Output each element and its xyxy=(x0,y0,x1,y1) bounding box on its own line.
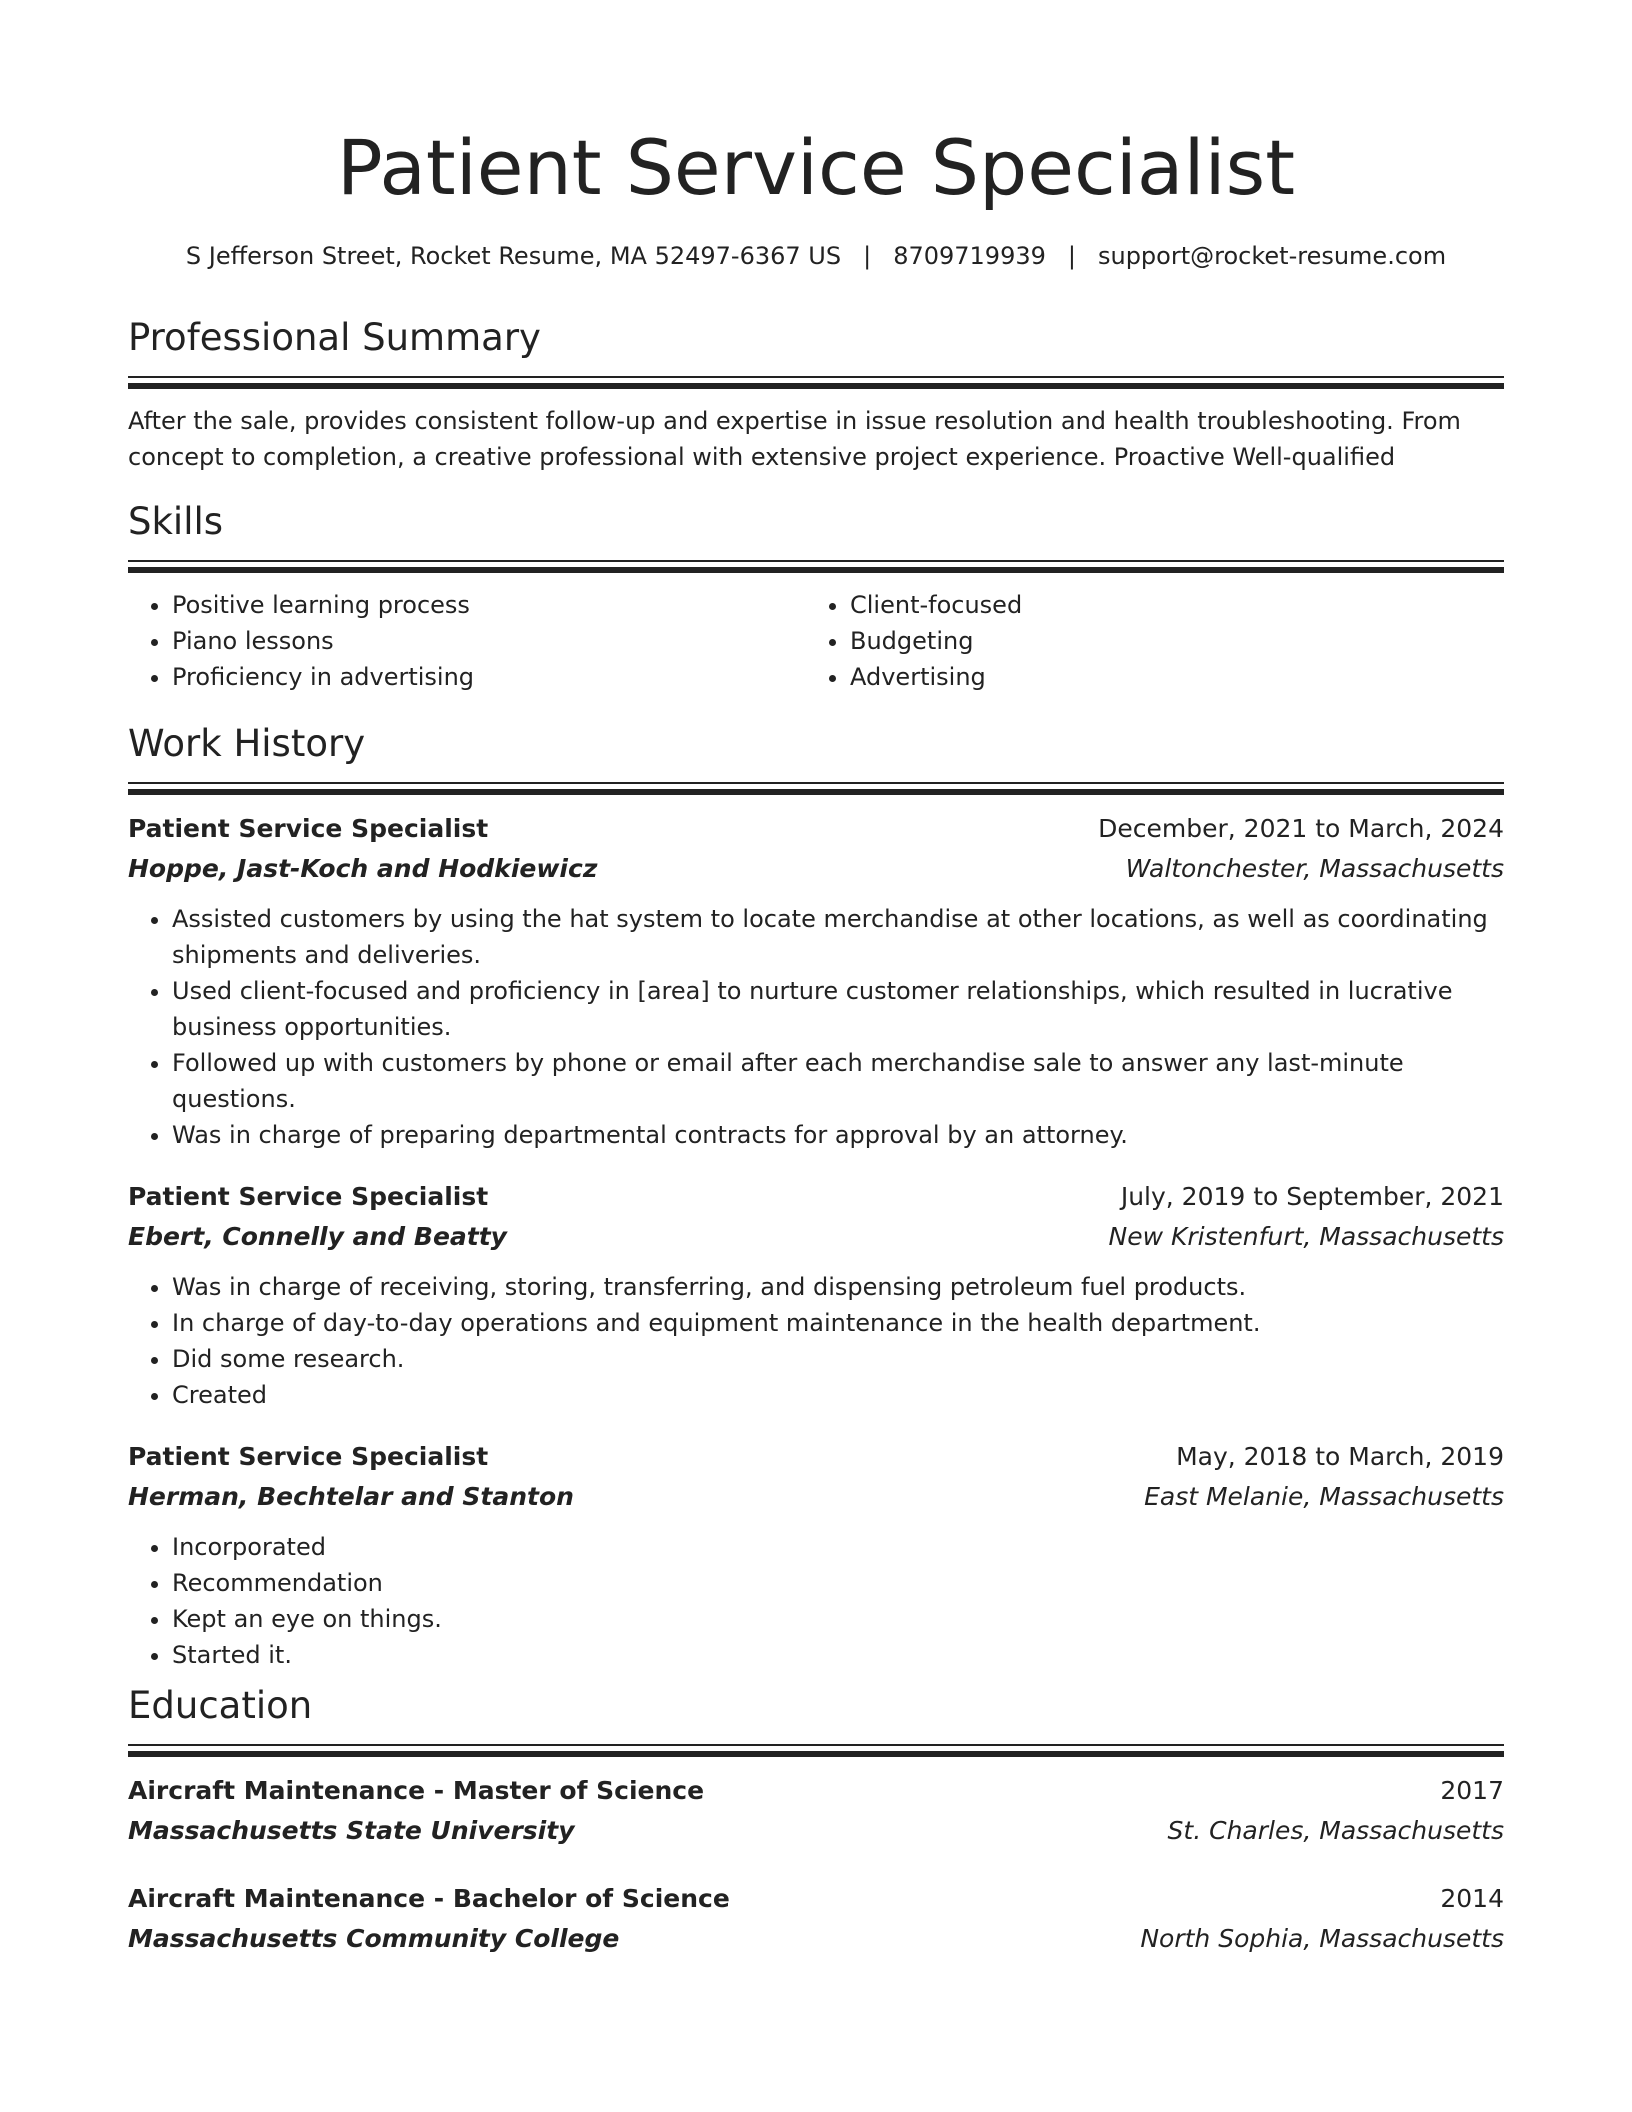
section-divider xyxy=(128,560,1504,562)
job-bullet: • Was in charge of receiving, storing, transferring, and dispensing petroleum fuel products. xyxy=(172,1269,1504,1305)
job-title: Patient Service Specialist xyxy=(128,1442,489,1471)
skill-item: • Proficiency in advertising xyxy=(172,659,806,695)
skill-item: • Piano lessons xyxy=(172,623,806,659)
skills-section xyxy=(128,500,1504,695)
skills-list-left xyxy=(128,587,806,695)
job-bullet: • Did some research. xyxy=(172,1341,1504,1377)
job-bullet: • Followed up with customers by phone or email after each merchandise sale to answer any last-minute questions. xyxy=(172,1045,1504,1117)
education-school: Massachusetts Community College xyxy=(128,1924,620,1953)
job-dates: July, 2019 to September, 2021 xyxy=(1120,1182,1504,1211)
section-heading-education: Education xyxy=(128,1684,313,1727)
job-bullet: • Was in charge of preparing departmental contracts for approval by an attorney. xyxy=(172,1117,1504,1153)
education-location: North Sophia, Massachusetts xyxy=(1140,1924,1504,1953)
job-location: New Kristenfurt, Massachusetts xyxy=(1108,1222,1504,1251)
job-bullet: • Created xyxy=(172,1377,1504,1413)
job-bullet: • Assisted customers by using the hat system to locate merchandise at other locations, as well as coordinating shipments and deliveries. xyxy=(172,901,1504,973)
job-company: Ebert, Connelly and Beatty xyxy=(128,1222,507,1251)
contact-separator: | xyxy=(1067,242,1076,270)
contact-address: S Jefferson Street, Rocket Resume, MA 52497-6367 US xyxy=(185,242,842,270)
summary-text: After the sale, provides consistent follow-up and expertise in issue resolution and health troubleshooting. From concept to completion, a creative professional with extensive project experience. Proactive Well-qualified xyxy=(128,407,1461,471)
skill-item: • Client-focused xyxy=(850,587,1484,623)
job-entry xyxy=(128,1177,1504,1413)
education-year: 2017 xyxy=(1440,1776,1504,1805)
job-bullets xyxy=(128,901,1504,1153)
job-title: Patient Service Specialist xyxy=(128,1182,489,1211)
job-dates: May, 2018 to March, 2019 xyxy=(1176,1442,1504,1471)
section-divider xyxy=(128,376,1504,378)
section-divider-thick xyxy=(128,789,1504,795)
job-company: Hoppe, Jast-Koch and Hodkiewicz xyxy=(128,854,598,883)
job-bullet: • In charge of day-to-day operations and equipment maintenance in the health department. xyxy=(172,1305,1504,1341)
job-bullet: • Kept an eye on things. xyxy=(172,1601,1504,1637)
job-bullet: • Used client-focused and proficiency in [area] to nurture customer relationships, which resulted in lucrative business opportunities. xyxy=(172,973,1504,1045)
job-title: Patient Service Specialist xyxy=(128,814,489,843)
job-company: Herman, Bechtelar and Stanton xyxy=(128,1482,574,1511)
contact-email: support@rocket-resume.com xyxy=(1097,242,1447,270)
section-divider-thick xyxy=(128,567,1504,573)
contact-phone: 8709719939 xyxy=(893,242,1046,270)
skill-item: • Positive learning process xyxy=(172,587,806,623)
section-heading-skills: Skills xyxy=(128,500,224,543)
education-section xyxy=(128,1684,1504,1959)
section-divider-thick xyxy=(128,383,1504,389)
education-school: Massachusetts State University xyxy=(128,1816,575,1845)
job-location: East Melanie, Massachusetts xyxy=(1144,1482,1504,1511)
skill-item: • Advertising xyxy=(850,659,1484,695)
work-history-section xyxy=(128,722,1504,1673)
skills-list-right xyxy=(806,587,1484,695)
skills-columns xyxy=(128,587,1504,695)
section-heading-work: Work History xyxy=(128,722,366,765)
job-dates: December, 2021 to March, 2024 xyxy=(1098,814,1504,843)
education-entry xyxy=(128,1771,1504,1851)
education-location: St. Charles, Massachusetts xyxy=(1167,1816,1504,1845)
education-degree: Aircraft Maintenance - Bachelor of Science xyxy=(128,1884,730,1913)
skill-item: • Budgeting xyxy=(850,623,1484,659)
resume-title: Patient Service Specialist xyxy=(336,123,1296,212)
section-divider xyxy=(128,1744,1504,1746)
job-location: Waltonchester, Massachusetts xyxy=(1125,854,1504,883)
job-bullet: • Started it. xyxy=(172,1637,1504,1673)
education-degree: Aircraft Maintenance - Master of Science xyxy=(128,1776,705,1805)
contact-separator: | xyxy=(863,242,872,270)
section-divider-thick xyxy=(128,1751,1504,1757)
summary-section xyxy=(128,316,1504,475)
job-bullets xyxy=(128,1269,1504,1413)
job-bullets xyxy=(128,1529,1504,1673)
section-divider xyxy=(128,782,1504,784)
job-bullet: • Incorporated xyxy=(172,1529,1504,1565)
education-entry xyxy=(128,1879,1504,1959)
job-entry xyxy=(128,1437,1504,1673)
education-year: 2014 xyxy=(1440,1884,1504,1913)
job-entry xyxy=(128,809,1504,1153)
job-bullet: • Recommendation xyxy=(172,1565,1504,1601)
section-heading-summary: Professional Summary xyxy=(128,316,541,359)
contact-line xyxy=(0,238,1632,274)
